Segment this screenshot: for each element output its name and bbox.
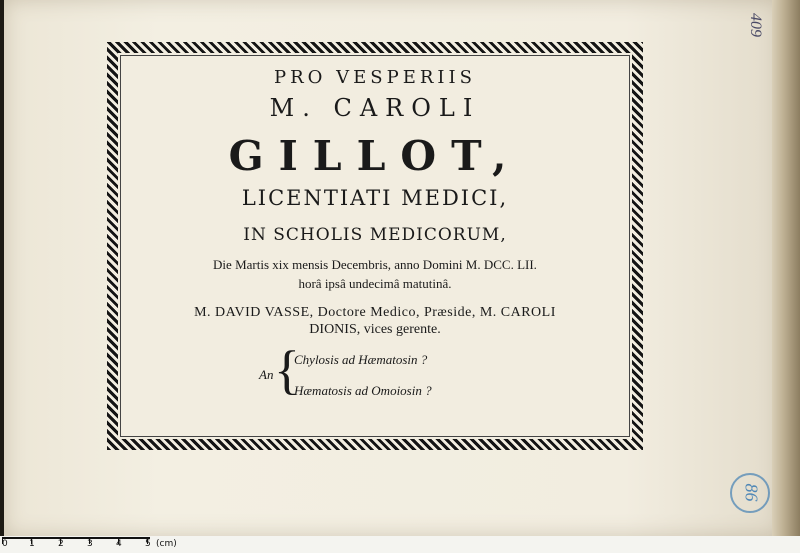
thesis-2: Hæmatosis ad Omoiosin ? [294,383,432,398]
ruler-label-3: 3 [87,539,93,549]
ruler-label-0: 0 [2,539,8,549]
ruler-label-2: 2 [58,539,64,549]
folio-number: 409 [747,13,764,37]
ruler-label-1: 1 [29,539,35,549]
title-line-4: LICENTIATI MEDICI, [241,186,509,210]
title-line-1: PRO VESPERIIS [274,67,476,88]
time-line: horâ ipsâ undecimâ matutinâ. [298,276,452,291]
title-line-2: M. CAROLI [269,94,481,122]
scale-ruler [2,536,192,553]
ruler-line [2,537,150,539]
thesis-prefix: An [259,367,274,382]
stamp-number: 86 [741,483,762,502]
title-line-5: IN SCHOLIS MEDICORUM, [243,225,507,245]
ruler-label-5: 5 [145,539,151,549]
deputy-line: DIONIS, vices gerente. [309,322,441,337]
president-line: M. DAVID VASSE, Doctore Medico, Præside, M. CAROLI [194,305,556,320]
book-spine [772,0,800,536]
ruler-unit: (cm) [156,539,177,549]
date-line: Die Martis xix mensis Decembris, anno Domini M. DCC. LII. [213,257,537,272]
thesis-1: Chylosis ad Hæmatosin ? [294,352,428,367]
ruler-label-4: 4 [116,539,122,549]
curly-brace: { [274,340,300,400]
main-name: GILLOT, [228,132,522,180]
